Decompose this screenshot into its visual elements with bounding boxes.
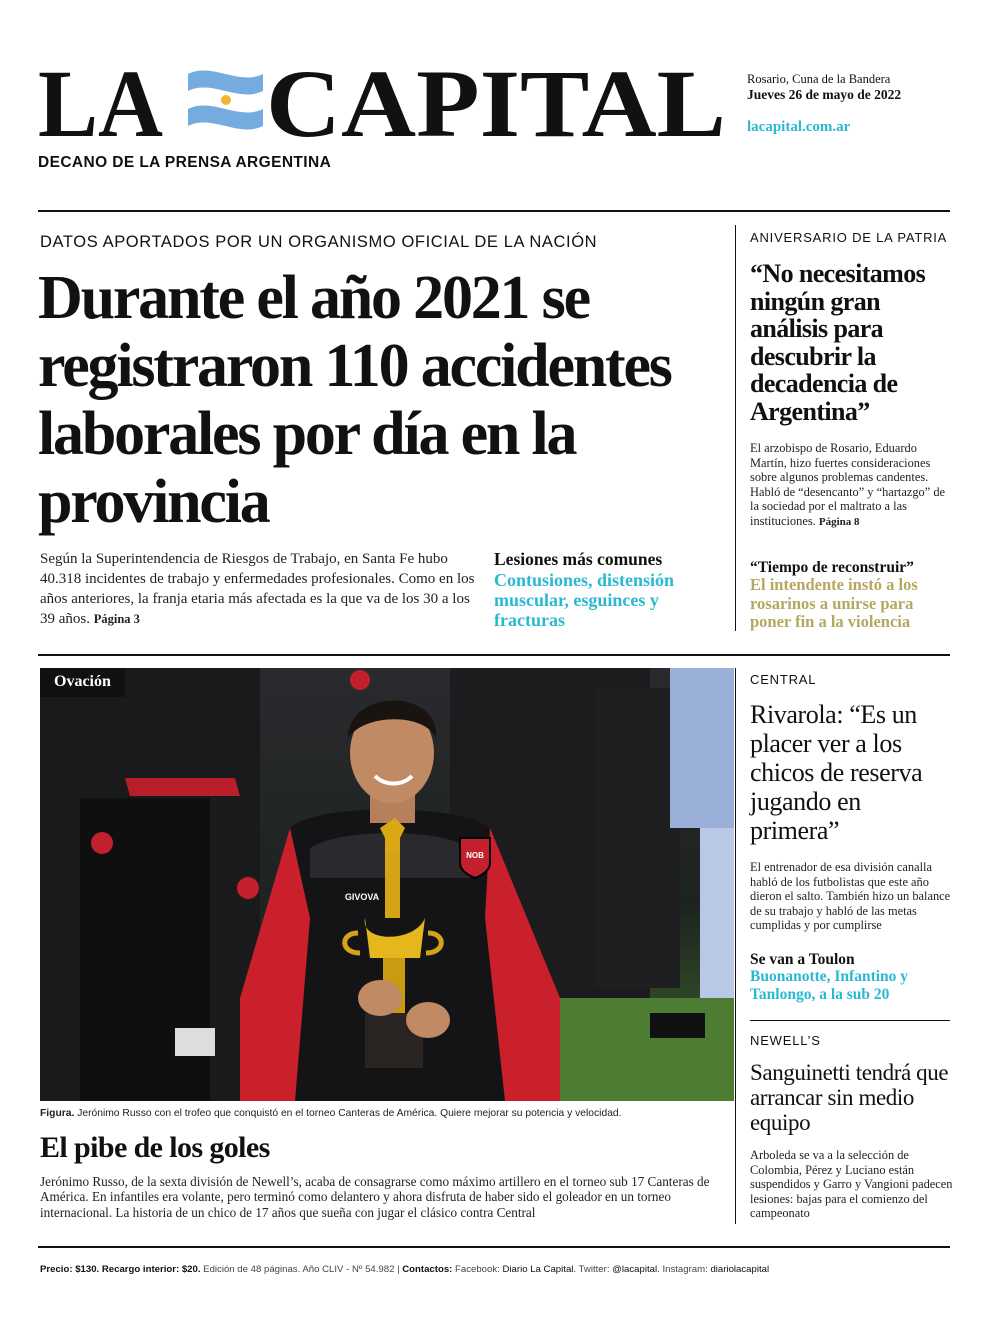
- top-rule: [38, 210, 950, 212]
- footer-instagram-label: . Instagram:: [657, 1264, 711, 1275]
- photo-caption: [40, 1108, 734, 1119]
- flag-icon: [188, 71, 263, 130]
- footer-facebook-label: Facebook:: [455, 1264, 503, 1275]
- patria-page-ref[interactable]: Página 8: [818, 515, 860, 528]
- footer-facebook[interactable]: Diario La Capital: [502, 1264, 574, 1275]
- newells-kicker: NEWELL’S: [750, 1033, 821, 1048]
- footer: [40, 1264, 950, 1275]
- patria-body: [750, 441, 955, 530]
- reconstruir-title[interactable]: “Tiempo de reconstruir”: [750, 559, 914, 576]
- dateline-date: Jueves 26 de mayo de 2022: [747, 87, 902, 102]
- dateline: [747, 72, 901, 102]
- footer-instagram[interactable]: diariolacapital: [710, 1264, 770, 1275]
- lead-photo: [40, 668, 734, 1101]
- footer-rule: [38, 1246, 950, 1248]
- toulon-title[interactable]: Se van a Toulon: [750, 951, 855, 968]
- logo-text-la: LA: [38, 56, 163, 148]
- masthead-tagline: DECANO DE LA PRENSA ARGENTINA: [38, 154, 332, 171]
- reconstruir-subtitle: El intendente instó a los rosarinos a unirse para poner fin a la violencia: [750, 575, 918, 632]
- toulon-subtitle: Buonanotte, Infantino y Tanlongo, a la sub 20: [750, 968, 909, 1003]
- lead-body: [40, 549, 480, 629]
- footer-contacts-label: Contactos:: [402, 1264, 456, 1275]
- central-body: El entrenador de esa división canalla habló de los futbolistas que este año dieron el salto. También hizo un balance de su trabajo y habló de las metas cumplidas y por cumplirse: [750, 860, 951, 933]
- logo-text-capital: CAPITAL: [266, 56, 726, 148]
- patria-body-text: El arzobispo de Rosario, Eduardo Martín, hizo fuertes consideraciones sobre algunos problemas candentes. Habló de “desencanto” y “hartazgo” de la sociedad por el maltrato a las instituciones.: [750, 441, 946, 528]
- shirt-brand: GIVOVA: [344, 892, 380, 902]
- newells-body: Arboleda se va a la selección de Colombia, Pérez y Luciano están suspendidos y Garro y Vangioni padecen lesiones: bajas para el comienzo del campeonato: [750, 1148, 953, 1221]
- shirt-badge: NOB: [466, 851, 484, 860]
- footer-price: Precio: $130.: [40, 1264, 100, 1275]
- column-divider-bottom: [735, 668, 736, 1224]
- section-tag-ovacion[interactable]: Ovación: [40, 668, 125, 697]
- footer-surcharge: Recargo interior: $20.: [101, 1264, 201, 1275]
- footer-twitter[interactable]: @lacapital: [612, 1264, 658, 1275]
- injuries-box-title: Lesiones más comunes: [494, 549, 663, 569]
- footer-edition: Edición de 48 páginas. Año CLIV - Nº 54.982 |: [200, 1264, 403, 1275]
- middle-rule: [38, 654, 950, 656]
- lead-page-ref[interactable]: Página 3: [93, 612, 140, 626]
- masthead-logo: [38, 56, 728, 148]
- footer-twitter-label: . Twitter:: [573, 1264, 613, 1275]
- lead-headline[interactable]: Durante el año 2021 se registraron 110 accidentes laborales por día en la provincia: [38, 264, 671, 536]
- newells-headline[interactable]: Sanguinetti tendrá que arrancar sin medio equipo: [750, 1060, 949, 1135]
- lead-body-text: Según la Superintendencia de Riesgos de Trabajo, en Santa Fe hubo 40.318 incidentes de trabajo y enfermedades profesionales. Como en los años anteriores, la franja etaria más afectada es la que va de los 30 a los 39 años.: [40, 551, 475, 627]
- story-title[interactable]: El pibe de los goles: [40, 1131, 270, 1164]
- lead-kicker: DATOS APORTADOS POR UN ORGANISMO OFICIAL DE LA NACIÓN: [40, 233, 598, 251]
- caption-text: Jerónimo Russo con el trofeo que conquistó en el torneo Canteras de América. Quiere mejorar su potencia y velocidad.: [74, 1108, 622, 1119]
- patria-headline[interactable]: “No necesitamos ningún gran análisis para descubrir la decadencia de Argentina”: [750, 259, 926, 426]
- newells-rule: [750, 1020, 950, 1021]
- injuries-box-subtitle: Contusiones, distensión muscular, esguinces y fracturas: [494, 570, 675, 630]
- patria-kicker: ANIVERSARIO DE LA PATRIA: [750, 230, 948, 245]
- central-headline[interactable]: Rivarola: “Es un placer ver a los chicos de reserva jugando en primera”: [750, 700, 923, 845]
- dateline-place: Rosario, Cuna de la Bandera: [747, 72, 891, 86]
- central-kicker: CENTRAL: [750, 672, 817, 687]
- column-divider-top: [735, 225, 736, 631]
- caption-label: Figura.: [40, 1108, 75, 1119]
- story-body: Jerónimo Russo, de la sexta división de Newell’s, acaba de consagrarse como máximo artillero en el torneo sub 17 Canteras de América. En infantiles era volante, pero terminó como delantero y ahora disfruta de haber sido el goleador en un torneo internacional. La historia de un chico de 17 años que sueña con jugar el clásico contra Central: [40, 1174, 710, 1220]
- website-link[interactable]: lacapital.com.ar: [747, 119, 851, 135]
